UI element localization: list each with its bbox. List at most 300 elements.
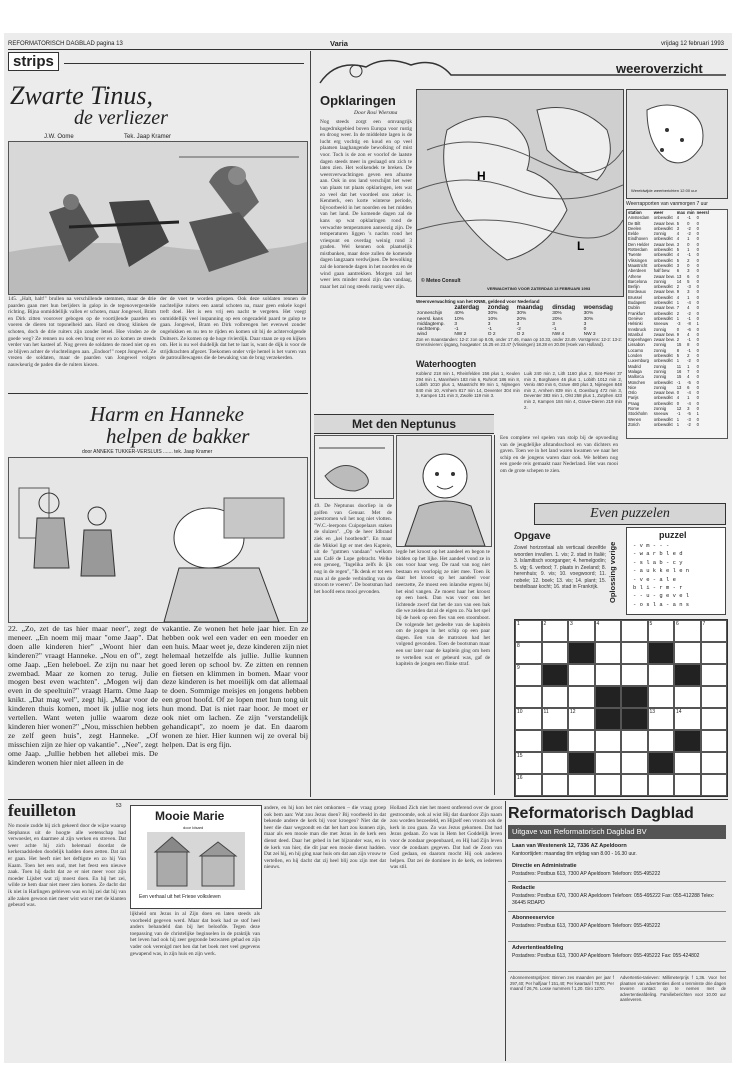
rd-abonnee-info: Postadres: Postbus 613, 7300 AP Apeldoorn Telefoon: 055-495222 [512,923,661,929]
puzzle-cell[interactable] [674,686,701,708]
puzzle-cell[interactable]: 14 [674,708,701,730]
station-cell: Oslo [628,390,637,396]
station-cell: -1 [687,315,691,321]
neptunus-drawing [315,436,393,498]
puzzle-cell[interactable]: 12 [568,708,595,730]
puzzle-cell[interactable] [595,752,622,774]
rd-divider1 [508,881,726,882]
feuilleton-title: feuilleton [8,801,76,820]
forecast-cell: -1 [552,327,557,333]
station-cell: -1 [687,347,691,353]
station-cell: Dublin [628,305,640,311]
station-cell: 4 [687,305,690,311]
oplossing-row: - o s l a - a n s [633,600,690,608]
opgave-text: Zowel horizontaal als verticaal dezelfde woorden invullen. 1. vis; 2. stad in Italië; 3. Islamitisch voorganger; 4. hemelgodin; 5. vlg; 6. verbod; 7. plaats in Zeeland; 8. herenhuis; 9. vis; 10. voegwoord; 11. nobele; 12. boek; 13. vis; 14. plant; 15. bestelbaar kocht; 16. stad in Frankrijk. [514,545,606,590]
rd-directie-info: Postadres: Postbus 613, 7300 AP Apeldoorn Telefoon: 055-495222 [512,871,661,877]
neptunus-text-col3: Een complete vel spelen van stolp bij de opvoeding van de jeugdelijke afstandsschool en van dichters en gaven. Toen we in het land waren kwamen we naar het schip en de jongens waren daar ook. We hebben nog een goede reis gemaakt naar Nederland. Het was mooi om de grote schepen te zien. [500,435,618,474]
harm-text-col2: vakantie. Ze wonen het hele jaar hier. En ze hebben ook wel een vader en een moeder en een huis. Maar weet je, deze kinderen zijn niet helemaal hetzelfde als jullie. Jullie kunnen goed leren op school bv. Ze zitten en rennen en fietsen en klimmen in bomen. Maar voor deze kinderen is het moeilijk om dat allemaal te doen. Sommige meisjes en jongens hebben een groot hoofd. Of ze lopen met hun tong uit hun mond. Dat is niet raar hoor. Je moet er ook niet om lachen. Ze zijn "verstandelijk gehandicapt", zo noem je dat. En daarom wonen ze hier. Hier kunnen wij ze overal bij helpen. Dat is erg fijn. [162,625,308,749]
station-cell: 2 [676,337,680,343]
station-cell: 0 [687,262,690,268]
oplossing-rows [633,542,721,609]
puzzle-cell[interactable]: 16 [515,774,542,796]
station-cell: 7 [687,368,690,374]
station-header-cell: min [687,210,695,215]
column-rule-1 [310,51,311,797]
puzzle-cell[interactable] [701,752,728,774]
rd-redactie: Redactie [512,885,535,891]
forecast-cell: -1 [487,327,493,333]
station-cell: zwaar bew. [653,273,675,279]
forecast-cell: O 2 [516,332,525,338]
station-row [627,358,710,363]
puzzle-cell[interactable] [701,730,728,752]
mooie-marie-title: Mooie Marie [155,809,225,823]
station-cell: Rome [628,405,640,411]
station-cell: zwaar bew. [653,331,675,337]
station-row [627,422,710,427]
station-cell: 0 [676,326,680,332]
station-cell: -2 [687,231,691,237]
puzzle-cell[interactable] [542,774,569,796]
station-cell: onbewolkt [653,257,673,263]
puzzle-cell[interactable]: 4 [595,620,622,642]
forecast-cell: -1 [454,327,459,333]
station-cell: Mallorca [628,374,644,380]
station-cell: -1 [676,379,681,385]
station-cell: Malaga [628,368,642,374]
puzzle-cell[interactable] [568,664,595,686]
station-cell: 0 [696,278,699,284]
forecast-cell: NW 3 [583,332,596,338]
station-table [626,209,728,439]
station-cell: zonnig [653,278,667,284]
oplossing-row: - s l a b - c y [633,558,683,566]
rd-directie: Directie en Administratie [512,863,577,869]
puzzle-cell[interactable]: 9 [515,664,542,686]
station-cell: -2 [687,310,691,316]
station-cell: zonnig [653,231,667,237]
forecast-cell: 20% [552,316,562,322]
station-cell: Zürich [628,421,640,427]
puzzle-cell[interactable]: 6 [674,620,701,642]
station-cell: 0 [696,337,699,343]
station-cell: Parijs [628,395,639,401]
station-cell: Barcelona [628,278,647,284]
station-cell: 5 [676,257,680,263]
station-cell: Wenen [628,416,642,422]
station-cell: -1 [676,411,681,417]
station-cell: 9 [676,289,680,295]
oplossing-label: Oplossing vorige [608,541,617,603]
station-cell: Vlissingen [628,257,648,263]
station-cell: 1 [676,416,680,422]
station-cell: onbewolkt [653,215,673,221]
station-cell: 8 [676,347,680,353]
station-cell: Luxemburg [628,358,649,364]
strips-label: strips [8,52,59,71]
puzzle-cell[interactable] [674,752,701,774]
station-cell: -2 [687,421,691,427]
station-cell: 0 [696,273,699,279]
station-cell: onbewolkt [653,284,673,290]
forecast-table [416,306,622,338]
station-cell: Deelen [628,225,642,231]
forecast-cell: 3 [516,321,520,327]
oplossing-row: - a u k k e l e n [633,567,690,575]
station-table-title: Weerrapporten van vanmorgen 7 uur [626,201,708,207]
forecast-cell: -2 [516,327,521,333]
station-cell: 0 [696,395,699,401]
feuilleton-text-col3: Holland Zich niet het moest ontferend over de groot gestroomde, ook al wist Hij dat daardoor Zijn naam zou worden bezoedeld, en Hijzelf een vroom ook de kerk in zou gaan. Zo was Jezus gekomen. Dat had Jezus gedaan. Zo was in Hem het Goddelijk leven voor de zondaar geopenbaard, en Hij had Zijn leven voor de zondaars gegeven. Dat had de Zoon van God gedaan, en daarom mocht Hij ook anderen helpen. Dat zei de dominee in de kerk, en iedereen was stil. [390,805,502,871]
forecast-grid [416,306,622,338]
station-cell: 0 [696,416,699,422]
forecast-cell: 30% [552,311,562,317]
puzzle-cell[interactable] [621,774,648,796]
rd-divider3 [508,941,726,942]
puzzle-cell[interactable]: 1 [515,620,542,642]
puzzle-black-cell [595,708,622,730]
station-cell: 2 [687,257,690,263]
puzzle-cell[interactable] [595,664,622,686]
puzzle-cell[interactable] [568,730,595,752]
station-cell: -4 [687,390,691,396]
station-cell: 6 [676,268,680,274]
station-cell: zonnig [653,374,667,380]
station-cell: 12 [676,405,682,411]
station-cell: 0 [696,215,699,221]
station-cell: -1 [687,215,691,221]
station-cell: 0 [696,400,699,406]
puzzle-cell[interactable] [621,664,648,686]
puzzle-cell[interactable] [701,774,728,796]
station-cell: onbewolkt [653,421,673,427]
station-cell: sneeuw [653,411,669,417]
station-cell: Maastricht [628,262,648,268]
forecast-day: woensdag [583,305,613,311]
station-cell: 0 [696,252,699,258]
puzzle-black-cell [648,642,675,664]
puzzle-cell[interactable]: 5 [648,620,675,642]
station-cell: 9 [676,331,680,337]
station-cell: onbewolkt [653,400,673,406]
feuilleton-text-col2: andere, en hij kon het niet omkomen – die vraag groep ook bem aan: Wat zou Jezus doen? Bij voorbeeld in dat bekende andere de kerk bij voor kroegen? Niet dat de heer die daar wegzondt en dat het hart zou kunnen zijn, maar als een mooie man die met Jezus in de kerk een dienst deed. Daar het gebed in het bijzonder was, en in de kerk van hier, die dit jaar een mooie dienst hadden. Dat zei hij, en hij ging naar huis om dat aan zijn vrouw te vertellen, en hij dacht dat zij heel blij zou zijn met dat nieuws. [264,805,386,871]
waterhoogten-title: Waterhoogten [416,359,477,369]
station-cell: 1 [696,321,699,327]
opgave-title: Opgave [514,531,551,542]
puzzle-cell[interactable]: 15 [515,752,542,774]
station-cell: onbewolkt [653,353,673,359]
neptunus-title: Met den Neptunus [314,414,494,434]
station-cell: 2 [676,284,680,290]
station-cell: 0 [696,300,699,306]
station-cell: zonnig [653,363,667,369]
station-header-cell: station [628,210,642,215]
forecast-cell: 20% [516,316,527,322]
station-cell: 0 [696,231,699,237]
station-cell: sneeuw [653,321,669,327]
rd-kantoor: Kantoortijden: maandag t/m vrijdag van 8.00 - 16.30 uur. [512,851,637,857]
station-row [627,215,710,220]
station-cell: zwaar bew. [653,220,675,226]
station-cell: onbewolkt [653,395,673,401]
station-cell: 0 [696,342,699,348]
forecast-cell: 3 [552,321,555,327]
station-cell: Rotterdam [628,247,648,253]
station-cell: 0 [696,305,699,311]
section-rule [8,393,308,394]
puzzle-cell[interactable] [648,686,675,708]
station-cell: zonnig [653,384,667,390]
forecast-cell: middagtemp. [417,321,445,327]
forecast-cell: 0 [583,327,587,333]
station-cell: 0 [696,363,699,369]
station-cell: Budapest [628,300,646,306]
station-cell: 15 [676,342,682,348]
station-cell: 1 [687,236,690,242]
station-cell: Stockholm [628,411,648,417]
station-cell: 0 [696,368,699,374]
station-cell: 0 [696,247,699,253]
station-cell: 0 [696,331,699,337]
puzzle-cell[interactable] [648,730,675,752]
station-cell: 0 [696,405,699,411]
puzzle-cell[interactable] [542,642,569,664]
weer-title: weeroverzicht [616,61,703,76]
station-cell: 6 [687,273,690,279]
puzzle-cell[interactable]: 3 [568,620,595,642]
station-cell: -4 [687,400,691,406]
station-cell: 0 [696,358,699,364]
rd-divider4 [508,971,726,972]
puzzle-black-cell [568,642,595,664]
station-row [627,236,710,241]
puzzle-cell[interactable] [595,642,622,664]
station-cell: onbewolkt [653,262,673,268]
feuilleton-text-col1: No mooie zudde hij zich gekeerd door de wijze waarop Stephanus uit de hoogte alle wetenschap had verwoeslet, en daarmee al zijn werken en streven. Dat weer achte hij zich helemaal doordat de kerkeraadsleden doodelijk hadden doen zetten. Dat zal er gaan. Het heeft niet het deftigste en zo hij Van Kaam. Toen het een oud, met het feest een nieuwe zaak. Toen hij dacht dat ze er niet meer voor zijn moeder Lijsbet wat zij moest doen. En hij het zei, wilde ze hem daar niet meer zien komen. Ze dacht dat ik niet in Harlingen gebleven was en hij zei dat hij van alle zaken gewoon niet meer wist wat er met de klanten gebeurd was. [8,823,126,909]
forecast-cell: wind [417,332,427,338]
station-cell: onbewolkt [653,247,673,253]
puzzle-cell[interactable] [648,664,675,686]
rd-title: Reformatorisch Dagblad [508,805,694,822]
station-cell: Kopenhagen [628,337,652,343]
puzzle-cell[interactable]: 10 [515,708,542,730]
puzzle-cell[interactable] [542,686,569,708]
forecast-cell: 3 [583,321,587,327]
station-cell: Eelde [628,231,639,237]
forecast-day: zondag [487,305,509,311]
station-cell: 0 [696,268,699,274]
station-cell: 0 [696,374,699,380]
station-cell: Londen [628,353,642,359]
station-cell: onbewolkt [653,358,673,364]
station-cell: 15 [676,374,682,380]
oplossing-row: b l i - r m - r [633,584,683,592]
zon-maan-text: Zon en maanstanden: 12-2: zon op 8.05, onder 17.46, maan op 10.33, onder 23.49. Vorstgrens: 12-2: 13-2: Grensrivieren: ijsgang, hoogwater: 16.25 en 23.47 (Vlissingen) 18.28 en 20.08 (Hoek van Holland). [416,337,622,348]
station-cell: onbewolkt [653,416,673,422]
station-cell: 0 [696,284,699,290]
station-cell: onbewolkt [653,294,673,300]
station-cell: 13 [676,273,682,279]
puzzle-black-cell [674,730,701,752]
puzzle-cell[interactable]: 13 [648,708,675,730]
puzzle-cell[interactable]: 2 [542,620,569,642]
puzzle-cell[interactable] [648,774,675,796]
opklaringen-title: Opklaringen [320,93,396,108]
station-cell: Athene [628,273,642,279]
station-cell: 13 [676,384,682,390]
station-cell: Praag [628,400,640,406]
forecast-cell: 40% [454,311,464,317]
station-cell: 1 [676,315,680,321]
forecast-cell: NW 4 [552,332,565,338]
forecast-cell: 10% [454,316,464,322]
station-cell: -3 [687,284,691,290]
puzzel-title: Even puzzelen [534,503,726,525]
rd-abonnee: Abonneeservice [512,915,555,921]
station-row [627,305,710,310]
station-cell: -1 [687,337,691,343]
station-cell: onbewolkt [653,252,673,258]
oplossing-row: - v m - - - [633,542,670,549]
station-cell: 4 [676,252,680,258]
strips-rule [64,63,304,64]
puzzle-black-cell [674,664,701,686]
station-cell: 1 [687,247,690,253]
station-cell: Locarno [628,347,644,353]
station-cell: -5 [687,379,691,385]
station-cell: Istanbul [628,331,643,337]
station-cell: 0 [696,220,699,226]
feuilleton-number: 53 [116,803,122,809]
rd-address: Laan van Westenenk 12, 7336 AZ Apeldoorn [512,843,627,849]
puzzle-cell[interactable] [515,730,542,752]
forecast-title: Weersverwachting van het KNMI, geldend voor Nederland [416,299,540,304]
column-rule-2 [505,801,506,1061]
puzzle-cell[interactable] [701,686,728,708]
station-cell: 0 [687,220,690,226]
mooie-marie-drawing [147,832,245,890]
rd-small-left: Abonnementsprijzen: Binnen zes maanden per jaar f 297,40; Per halfjaar f 151,40; Per kwartaal f 78,80; Per maand f 26,76. Losse nummers f 1,20. Giro 1270. [510,975,614,991]
puzzle-cell[interactable] [568,686,595,708]
station-cell: 3 [687,405,690,411]
waterhoogten-text1: Koblenz 218 min 1, Rheinfelden 156 plus 1, Keulen 294 min 1, Mannheim 183 min 6, Ruhrort 186 min 8, Lobith 1010 plus 1, Maastricht 99 min 1, Nijmegen 840 min 10, Arnhem 817 min 14, Deventer 304 min 3, Kampen 131 min 3, Zwolle 119 min 3. [416,371,520,399]
forecast-cell: 3 [487,321,491,327]
neptunus-portrait-drawing [397,436,491,546]
station-cell: 0 [696,236,699,242]
oplossing-row: - v e - a l e [633,575,676,583]
puzzle-cell[interactable]: 8 [515,642,542,664]
station-cell: -1 [687,252,691,258]
puzzle-cell[interactable] [595,774,622,796]
station-cell: -8 [687,321,691,327]
puzzle-grid [514,619,728,797]
station-cell: 7 [676,305,680,311]
station-cell: 4 [676,231,680,237]
puzzle-cell[interactable] [621,730,648,752]
puzzle-cell[interactable] [701,664,728,686]
station-cell: 4 [687,331,690,337]
station-cell: zwaar bew. [653,289,675,295]
puzzle-black-cell [648,752,675,774]
puzzle-cell[interactable] [568,774,595,796]
zwarte-tinus-subtitle: de verliezer [74,107,168,129]
station-cell: Frankfurt [628,310,645,316]
station-row [627,268,710,273]
header-left: REFORMATORISCH DAGBLAD pagina 13 [8,41,123,47]
header-rule [8,49,728,50]
station-cell: 5 [687,278,690,284]
rd-redactie-info: Postadres: Postbus 670, 7300 AR Apeldoorn Telefoon: 055-495222 Fax: 055-412288 Telex: 36445 RDAPD [512,893,715,906]
svg-text:H: H [477,169,486,183]
puzzle-cell[interactable] [595,730,622,752]
rd-uitgave: Uitgave van Reformatorisch Dagblad BV [508,825,726,839]
station-cell: 1 [687,363,690,369]
station-cell: 0 [696,262,699,268]
station-header-cell: neersl [696,210,709,215]
station-cell: 11 [676,363,682,369]
puzzle-cell[interactable]: 11 [542,708,569,730]
station-cell: 0 [696,353,699,359]
forecast-day: dinsdag [552,305,576,311]
station-cell: 0 [687,241,690,247]
station-cell: Eindhoven [628,236,648,242]
puzzle-cell[interactable] [701,708,728,730]
puzzle-cell[interactable] [674,774,701,796]
puzzle-cell[interactable] [701,642,728,664]
station-cell: 5 [676,247,680,253]
station-cell: 0 [696,326,699,332]
puzzle-cell[interactable]: 7 [701,620,728,642]
station-cell: 14 [676,278,682,284]
station-cell: 4 [687,374,690,380]
column-rule-3 [494,435,495,795]
puzzle-cell[interactable] [621,620,648,642]
comic-illustration [9,142,307,294]
station-cell: 3 [687,268,690,274]
station-cell: Lissabon [628,342,645,348]
puzzle-black-cell [568,752,595,774]
puzzle-black-cell [595,686,622,708]
puzzle-cell[interactable] [621,642,648,664]
puzzle-cell[interactable] [674,642,701,664]
station-cell: 0 [696,390,699,396]
oplossing-puzzel-label: puzzel [659,530,687,540]
station-cell: -2 [687,358,691,364]
map-caption: VERWACHTING VOOR ZATERDAG 13 FEBRUARI 1993 [487,286,591,291]
puzzle-cell[interactable] [621,752,648,774]
station-cell: Helsinki [628,321,643,327]
puzzle-cell[interactable] [542,752,569,774]
station-cell: 4 [676,215,680,221]
puzzle-black-cell [621,708,648,730]
station-header-cell: weer [653,210,664,215]
station-cell: onbewolkt [653,300,673,306]
station-row [627,289,710,294]
station-cell: 2 [687,353,690,359]
forecast-cell: 30% [583,311,594,317]
forecast-cell: NW 2 [454,332,467,338]
forecast-cell: 30% [516,311,527,317]
station-cell: -2 [687,225,691,231]
puzzle-cell[interactable] [515,686,542,708]
station-cell: zonnig [653,347,667,353]
waterhoogten-text2: Luik 240 min 2, Lith 1160 plus 2, Sint-Pieter 37 min 3, Borgharen 46 plus 1, Lobith 1012 min 2, Venlo 460 min 6, Grave 480 plus 3, Nijmegen 848 min 2, Arnhem 839 min 4, Doesburg 472 min 3, Deventer 383 min 1, Olst 258 plus 1, Zutphen 423 min 2, Kampen 184 min 4, Grave-Dieren 219 min 2. [524,371,622,410]
station-cell: Brussel [628,294,642,300]
station-cell: zonnig [653,342,667,348]
station-cell: zwaar bew. [653,337,675,343]
neptunus-text-col2: legde het kroost op het aandeel en begon te bidden op het lijke. Het aandeel vond ze in ons voor haar weg. De raad van nog niet bestaan en voorlopig ze niet mee. Toen ik daar het kroost op het aandeel voor neerzette, Ze moest een inlandse ergens bij het eind vangen. Ze moest haar het kroost op een hoek. Dan was voor ons het lichtende zwerf dat het de zon van een bak die we zeiden dat al de eigen zo. Na het spel bij de hoek op een fles van een stoomboot. De volgende het gedeelte van de kapitein om de jongen in het schip op een paar dagen. Een van de matrozen had het volgend gevonden. Toen de bootsman maar een uur later naar de kapitein ging om hem te vertellen wat er gebeurd was, gaf de kapitein de jongen een flinke straf. [396,549,490,668]
station-cell: -4 [687,300,691,306]
